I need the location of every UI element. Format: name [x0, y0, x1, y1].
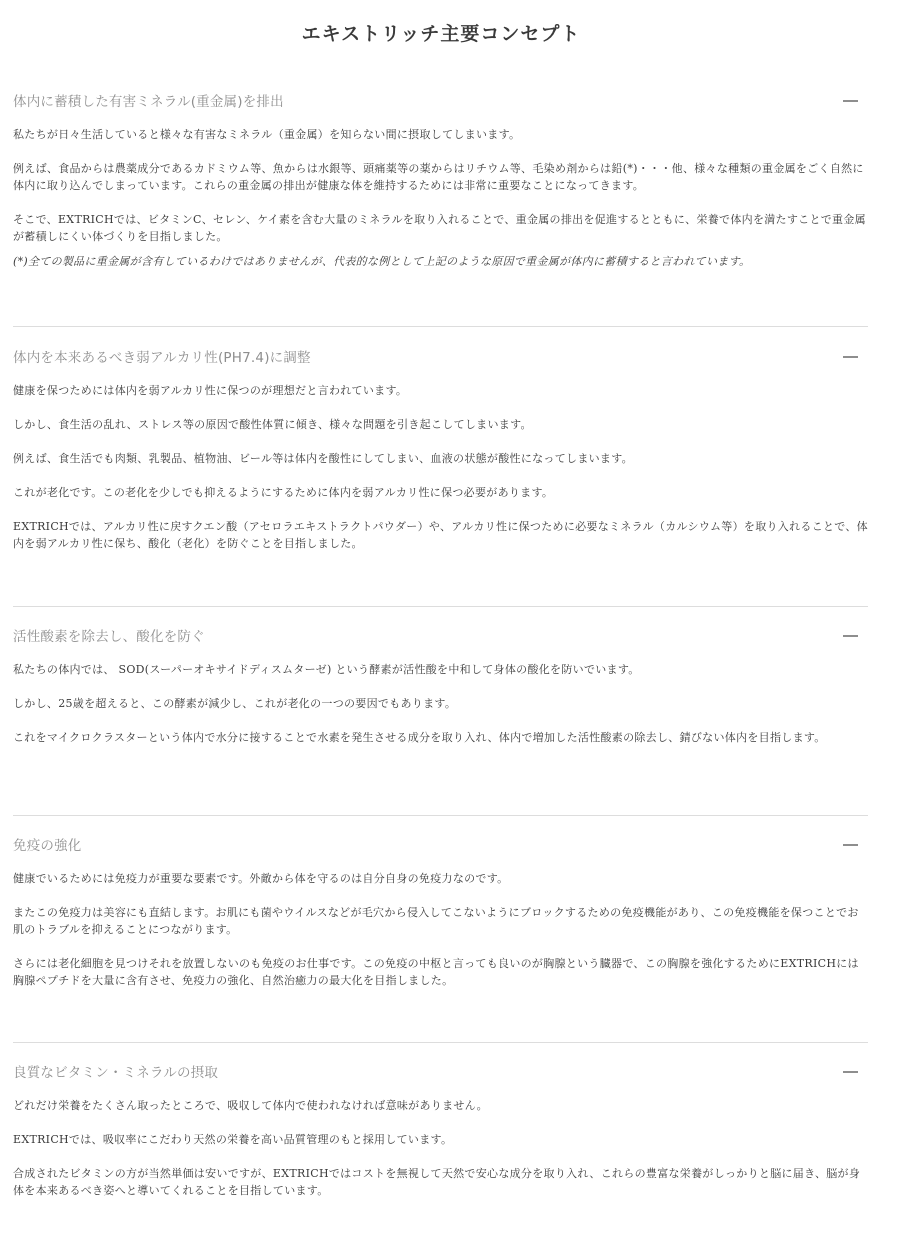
section-paragraph: EXTRICHでは、アルカリ性に戻すクエン酸（アセロラエキストラクトパウダー）や、アルカリ性に保つために必要なミネラル（カルシウム等）を取り入れることで、体内を弱アルカリ性に保ち、酸化（老化）を防ぐことを目指しました。: [13, 520, 868, 550]
section-footnote: (*)全ての製品に重金属が含有しているわけではありませんが、代表的な例として上記のような原因で重金属が体内に蓄積すると言われています。: [13, 255, 751, 268]
section-header[interactable]: [13, 344, 868, 370]
section-paragraph: EXTRICHでは、吸収率にこだわり天然の栄養を高い品質管理のもと採用しています。: [13, 1133, 453, 1146]
section-header[interactable]: [13, 623, 868, 649]
section-title[interactable]: 免疫の強化: [13, 838, 82, 854]
section-paragraph: 健康を保つためには体内を弱アルカリ性に保つのが理想だと言われています。: [13, 384, 408, 397]
section-divider: [13, 606, 868, 607]
section-paragraph: これが老化です。この老化を少しでも抑えるようにするために体内を弱アルカリ性に保つ必要があります。: [13, 486, 554, 499]
section-header[interactable]: [13, 1059, 868, 1085]
section-header[interactable]: [13, 832, 868, 858]
section-header[interactable]: [13, 88, 868, 114]
page-title: エキストリッチ主要コンセプト: [301, 23, 581, 45]
collapse-minus-icon[interactable]: [843, 356, 858, 358]
section-paragraph: さらには老化細胞を見つけそれを放置しないのも免疫のお仕事です。この免疫の中枢と言っても良いのが胸腺という臓器で、この胸腺を強化するためにEXTRICHには胸腺ペプチドを大量に含有させ、免疫力の強化、自然治癒力の最大化を目指しました。: [13, 957, 859, 987]
section-paragraph: 健康でいるためには免疫力が重要な要素です。外敵から体を守るのは自分自身の免疫力なのです。: [13, 872, 509, 885]
concept-section-alkaline: [13, 344, 868, 569]
concept-section-vitamins-minerals: [13, 1059, 868, 1216]
section-paragraph: 私たちが日々生活していると様々な有害なミネラル（重金属）を知らない間に摂取してしまいます。: [13, 128, 521, 141]
section-title[interactable]: 良質なビタミン・ミネラルの摂取: [13, 1065, 219, 1081]
concept-section-immunity: [13, 832, 868, 1006]
section-paragraph: 合成されたビタミンの方が当然単価は安いですが、EXTRICHではコストを無視して天然で安心な成分を取り入れ、これらの豊富な栄養がしっかりと脳に届き、脳が身体を本来あるべき姿へと導いてくれることを目指しています。: [13, 1167, 861, 1197]
section-divider: [13, 1042, 868, 1043]
section-paragraph: しかし、食生活の乱れ、ストレス等の原因で酸性体質に傾き、様々な問題を引き起こしてしまいます。: [13, 418, 532, 431]
collapse-minus-icon[interactable]: [843, 100, 858, 102]
section-divider: [13, 326, 868, 327]
section-title[interactable]: 活性酸素を除去し、酸化を防ぐ: [13, 629, 205, 645]
section-title[interactable]: 体内を本来あるべき弱アルカリ性(PH7.4)に調整: [13, 350, 311, 366]
section-paragraph: どれだけ栄養をたくさん取ったところで、吸収して体内で使われなければ意味がありません。: [13, 1099, 488, 1112]
collapse-minus-icon[interactable]: [843, 635, 858, 637]
section-paragraph: 例えば、食品からは農薬成分であるカドミウム等、魚からは水銀等、頭痛薬等の薬からはリチウム等、毛染め剤からは鉛(*)・・・他、様々な種類の重金属をごく自然に体内に取り込んでしまっています。これらの重金属の排出が健康な体を維持するためには非常に重要なことになってきます。: [13, 162, 864, 192]
section-paragraph: そこで、EXTRICHでは、ビタミンC、セレン、ケイ素を含む大量のミネラルを取り入れることで、重金属の排出を促進するとともに、栄養で体内を満たすことで重金属が蓄積しにくい体づくりを目指しました。: [13, 213, 866, 243]
collapse-minus-icon[interactable]: [843, 1071, 858, 1073]
section-paragraph: 例えば、食生活でも肉類、乳製品、植物油、ビール等は体内を酸性にしてしまい、血液の状態が酸性になってしまいます。: [13, 452, 633, 465]
concept-section-heavy-metals: [13, 88, 868, 287]
section-paragraph: しかし、25歳を超えると、この酵素が減少し、これが老化の一つの要因でもあります。: [13, 697, 457, 710]
section-divider: [13, 815, 868, 816]
concept-section-active-oxygen: [13, 623, 868, 763]
section-paragraph: 私たちの体内では、 SOD(スーパーオキサイドディスムターゼ) という酵素が活性酸を中和して身体の酸化を防いでいます。: [13, 663, 640, 676]
section-paragraph: またこの免疫力は美容にも直結します。お肌にも菌やウイルスなどが毛穴から侵入してこないようにブロックするための免疫機能があり、この免疫機能を保つことでお肌のトラブルを抑えることにつながります。: [13, 906, 859, 936]
collapse-minus-icon[interactable]: [843, 844, 858, 846]
section-title[interactable]: 体内に蓄積した有害ミネラル(重金属)を排出: [13, 94, 284, 110]
section-paragraph: これをマイクロクラスターという体内で水分に接することで水素を発生させる成分を取り入れ、体内で増加した活性酸素の除去し、錆びない体内を目指します。: [13, 731, 826, 744]
